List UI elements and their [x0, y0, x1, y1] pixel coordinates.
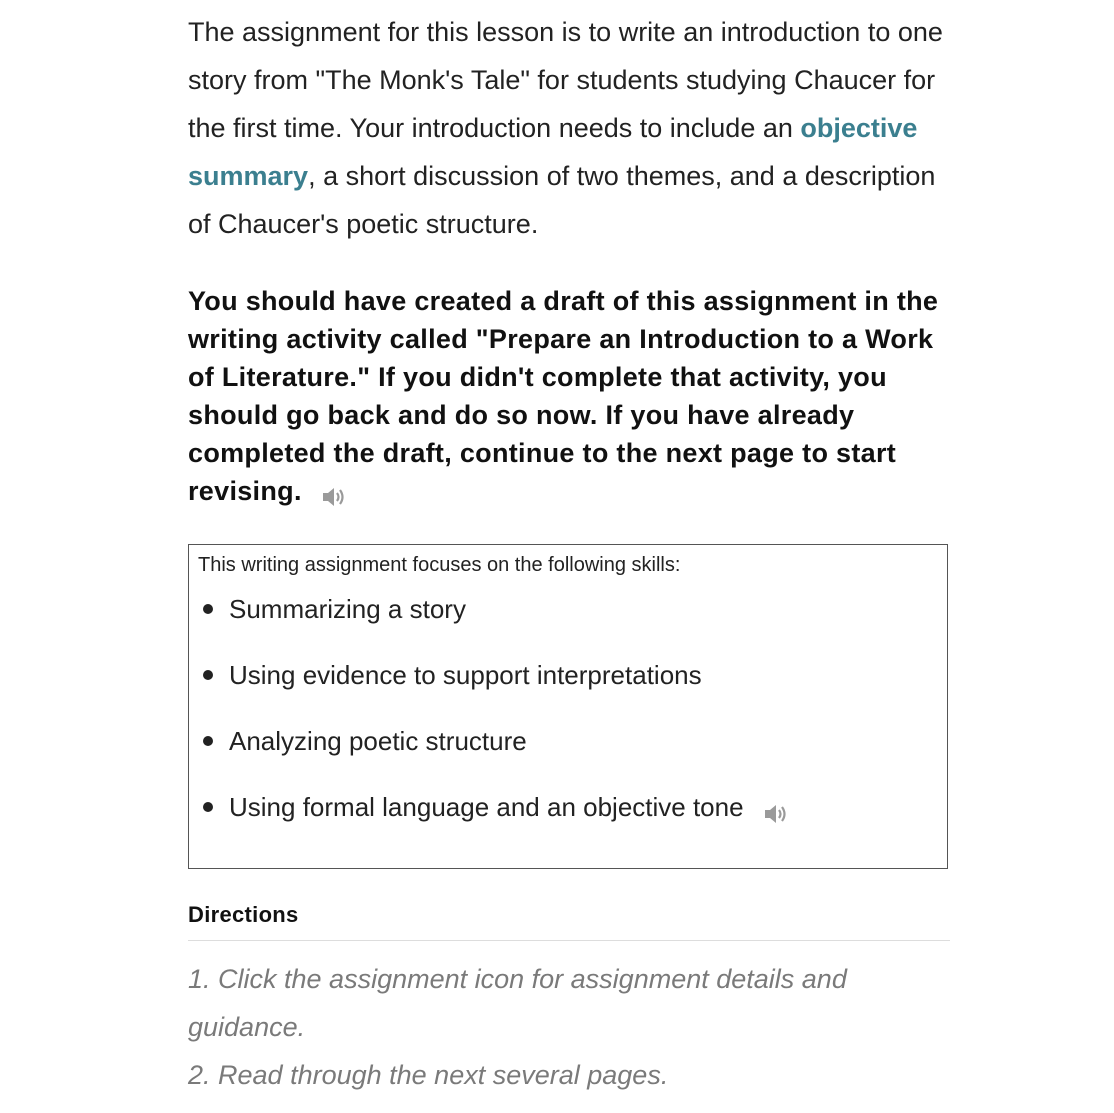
skill-item [198, 787, 938, 853]
bullet [203, 670, 213, 680]
skill-label: Using evidence to support interpretations [229, 660, 702, 690]
bullet [203, 802, 213, 812]
assignment-intro [188, 8, 950, 248]
skill-label: Summarizing a story [229, 594, 466, 624]
direction-step: 2. Read through the next several pages. [188, 1060, 669, 1090]
speaker-audio-icon[interactable] [762, 797, 790, 821]
directions-title: Directions [188, 902, 950, 941]
skill-item [198, 721, 938, 787]
speaker-audio-icon[interactable] [320, 481, 348, 505]
skill-label: Analyzing poetic structure [229, 726, 527, 756]
draft-note-text: You should have created a draft of this assignment in the writing activity called "Prepare an Introduction to a Work of Literature." If you didn't complete that activity, you should go back and do so now. If you have already completed the draft, continue to the next page to start revising. [188, 286, 939, 506]
skills-heading: This writing assignment focuses on the following skills: [198, 554, 681, 576]
bullet [203, 736, 213, 746]
intro-text-before: The assignment for this lesson is to write an introduction to one story from "The Monk's Tale" for students studying Chaucer for the first time. Your introduction needs to include an [188, 17, 943, 143]
draft-note [188, 282, 950, 510]
skills-list [198, 589, 938, 853]
bullet [203, 604, 213, 614]
skill-item [198, 655, 938, 721]
skill-label: Using formal language and an objective tone [229, 792, 744, 822]
direction-step: 1. Click the assignment icon for assignment details and guidance. [188, 964, 847, 1042]
objective-summary-link[interactable]: objective summary [188, 113, 918, 191]
skills-box [188, 544, 948, 869]
directions-list [188, 955, 950, 1099]
lesson-content [188, 8, 950, 1099]
skill-item [198, 589, 938, 655]
intro-text-after: , a short discussion of two themes, and a description of Chaucer's poetic structure. [188, 161, 936, 239]
